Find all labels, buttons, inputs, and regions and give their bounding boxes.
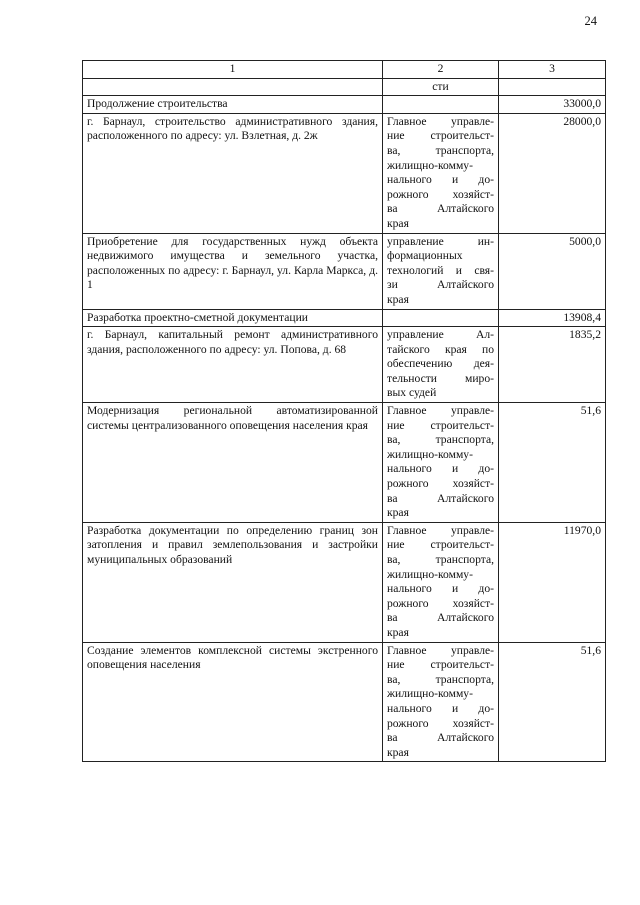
description-cell: г. Барнаул, строительство административного здания, расположенного по адресу: ул. Взлетная, д. 2ж [83, 113, 383, 233]
description-cell: Модернизация региональной автоматизированной системы централизованного оповещения населения края [83, 403, 383, 523]
organization-line: зи Алтайского [387, 278, 494, 292]
continued-row [83, 78, 606, 96]
organization-line: ва Алтайского [387, 731, 494, 745]
organization-line: края [387, 292, 409, 306]
description-cell: Создание элементов комплексной системы экстренного оповещения населения [83, 642, 383, 762]
page-number: 24 [584, 14, 597, 28]
organization-line: управление ин- [387, 234, 494, 248]
continued-org-cell: сти [383, 78, 499, 96]
continued-amount-cell [499, 78, 606, 96]
organization-line: вых судей [387, 386, 437, 400]
organization-line: края [387, 216, 409, 230]
description-cell: Разработка документации по определению границ зон затопления и правил землепользования и застройки муниципальных образований [83, 522, 383, 642]
table-row [83, 403, 606, 523]
amount-cell: 13908,4 [499, 309, 606, 327]
organization-line: формационных [387, 249, 463, 263]
description-cell: г. Барнаул, капитальный ремонт административного здания, расположенного по адресу: ул. Попова, д. 68 [83, 327, 383, 403]
organization-cell [383, 113, 499, 233]
organization-line: тельности миро- [387, 371, 494, 385]
organization-line: обеспечению дея- [387, 357, 494, 371]
organization-line: Главное управле- [387, 643, 494, 657]
organization-cell [383, 403, 499, 523]
organization-line: рожного хозяйст- [387, 596, 494, 610]
table-row [83, 327, 606, 403]
organization-line: ва, транспорта, [387, 143, 494, 157]
organization-cell [383, 96, 499, 114]
organization-line: края [387, 745, 409, 759]
organization-line: края [387, 506, 409, 520]
organization-line: ва, транспорта, [387, 433, 494, 447]
organization-line: управление Ал- [387, 328, 494, 342]
budget-table [82, 60, 606, 762]
organization-line: ва Алтайского [387, 202, 494, 216]
organization-line: ва, транспорта, [387, 553, 494, 566]
organization-cell [383, 327, 499, 403]
amount-cell: 1835,2 [499, 327, 606, 403]
organization-cell [383, 522, 499, 642]
organization-line: ва Алтайского [387, 491, 494, 505]
group-row [83, 96, 606, 114]
organization-line: ние строительст- [387, 538, 494, 552]
amount-cell: 11970,0 [499, 522, 606, 642]
column-number-1: 1 [83, 61, 383, 79]
organization-line: жилищно-комму- [387, 158, 473, 172]
table-row [83, 113, 606, 233]
group-title-cell: Продолжение строительства [83, 96, 383, 114]
organization-line: края [387, 625, 409, 639]
amount-cell: 51,6 [499, 642, 606, 762]
organization-line: жилищно-комму- [387, 447, 473, 461]
column-number-3: 3 [499, 61, 606, 79]
organization-line: ва, транспорта, [387, 672, 494, 686]
organization-cell [383, 642, 499, 762]
amount-cell: 51,6 [499, 403, 606, 523]
organization-line: ние строительст- [387, 418, 494, 432]
amount-cell: 28000,0 [499, 113, 606, 233]
budget-table-body [83, 61, 606, 762]
column-number-row [83, 61, 606, 79]
table-row [83, 233, 606, 309]
organization-line: жилищно-комму- [387, 567, 473, 581]
description-cell: Приобретение для государственных нужд объекта недвижимого имущества и земельного участка, расположенных по адресу: г. Барнаул, ул. Карла Маркса, д. 1 [83, 233, 383, 309]
organization-line: технологий и свя- [387, 263, 494, 277]
organization-line: нального и до- [387, 701, 494, 715]
column-number-2: 2 [383, 61, 499, 79]
organization-line: Главное управле- [387, 523, 494, 537]
organization-line: Главное управле- [387, 404, 494, 418]
continued-desc-cell [83, 78, 383, 96]
organization-line: ние строительст- [387, 658, 494, 672]
organization-line: ние строительст- [387, 129, 494, 143]
organization-cell [383, 309, 499, 327]
organization-line: нального и до- [387, 173, 494, 187]
organization-line: ва Алтайского [387, 611, 494, 625]
organization-line: жилищно-комму- [387, 687, 473, 701]
organization-line: нального и до- [387, 462, 494, 476]
amount-cell: 33000,0 [499, 96, 606, 114]
group-title-cell: Разработка проектно-сметной документации [83, 309, 383, 327]
amount-cell: 5000,0 [499, 233, 606, 309]
organization-line: Главное управле- [387, 114, 494, 128]
organization-line: тайского края по [387, 342, 494, 356]
organization-cell [383, 233, 499, 309]
organization-line: рожного хозяйст- [387, 187, 494, 201]
table-row [83, 642, 606, 762]
table-row [83, 522, 606, 642]
organization-line: нального и до- [387, 582, 494, 596]
group-row [83, 309, 606, 327]
organization-line: рожного хозяйст- [387, 716, 494, 730]
organization-line: рожного хозяйст- [387, 477, 494, 491]
